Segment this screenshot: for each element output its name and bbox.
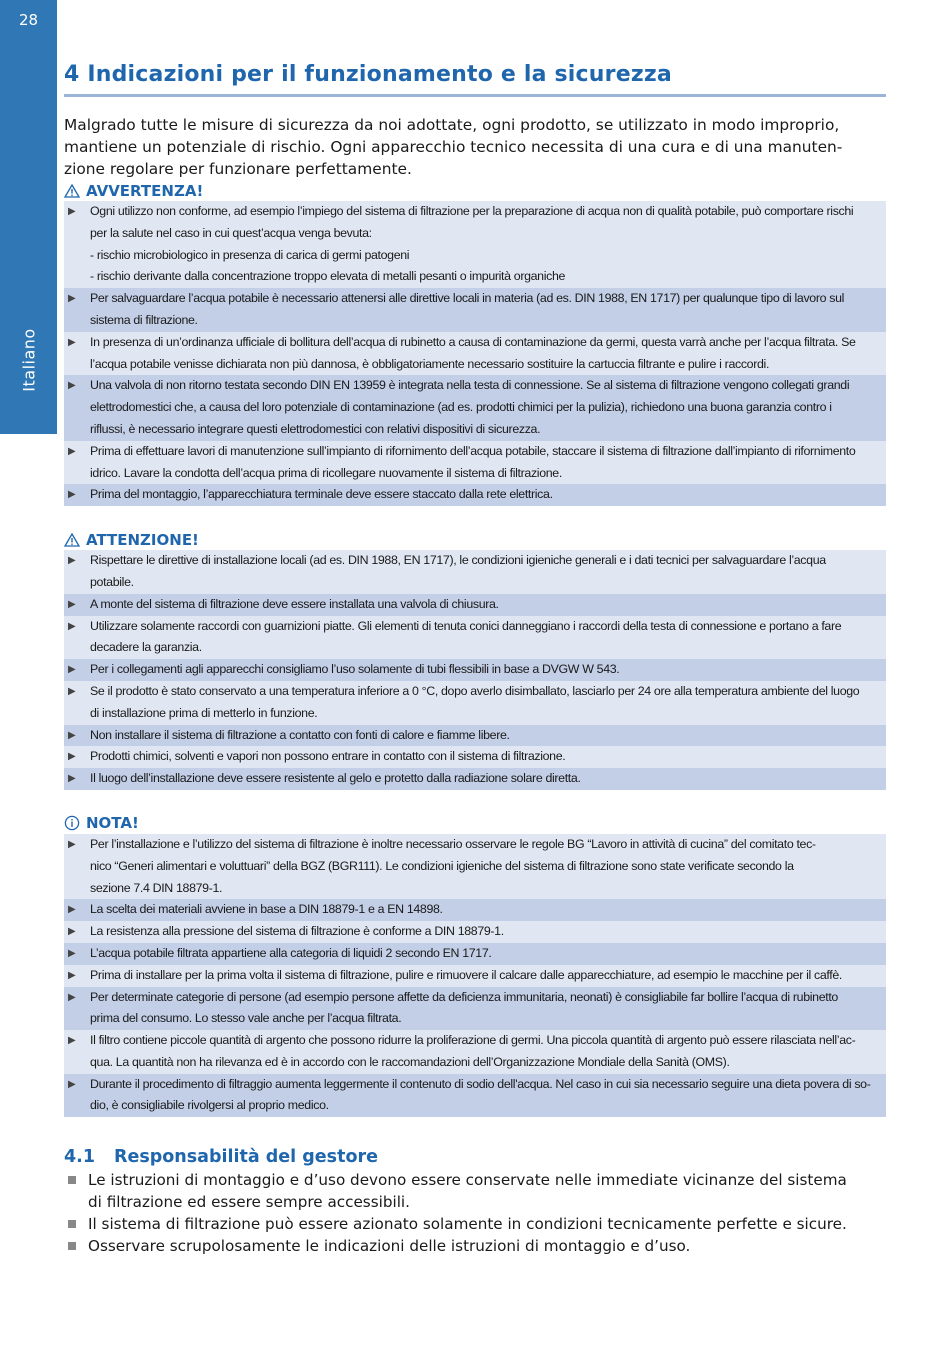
list-item <box>64 594 886 616</box>
note-label: NOTA! <box>86 814 139 833</box>
triangle-bullet-icon: ▶ <box>68 489 76 501</box>
list-item-text: La scelta dei materiali avviene in base a DIN 18879-1 e a EN 14898. <box>90 902 443 917</box>
intro-text: Malgrado tutte le misure di sicurezza da noi adottate, ogni prodotto, se utilizzato in modo improprio, mantiene un potenziale di rischio. Ogni apparecchio tecnico necessita di una cura e di una manuten- zione regolare per funzionare perfettamente. <box>64 116 843 178</box>
triangle-bullet-icon: ▶ <box>68 206 76 217</box>
list-item <box>64 834 886 899</box>
triangle-bullet-icon: ▶ <box>68 293 76 305</box>
square-bullet-icon <box>64 1169 88 1213</box>
note-list <box>64 834 886 1117</box>
info-icon <box>64 815 80 831</box>
list-item-text: Per salvaguardare l’acqua potabile è necessario attenersi alle direttive locali in materia (ad es. DIN 1988, EN 1717) per qualunque tipo di lavoro sul sistema di filtrazione. <box>90 291 845 327</box>
section-number: 4.1 <box>64 1147 96 1168</box>
list-item <box>64 288 886 332</box>
triangle-bullet-icon: ▶ <box>68 969 76 981</box>
list-item-text: Durante il procedimento di filtraggio aumenta leggermente il contenuto di sodio dell'acqua. Nel caso in cui sia necessario seguire una dieta povera di so- dio, è consigliabile rivolgersi al proprio medico. <box>90 1076 871 1113</box>
section-heading <box>64 1145 886 1169</box>
list-item-text: Rispettare le direttive di installazione locali (ad es. DIN 1988, EN 1717), le condizioni igieniche generali e i dati tecnici per salvaguardare l’acqua potabile. <box>90 553 826 589</box>
list-item <box>64 965 886 987</box>
triangle-bullet-icon: ▶ <box>68 1035 76 1047</box>
triangle-bullet-icon: ▶ <box>68 991 76 1003</box>
list-item <box>64 681 886 725</box>
triangle-bullet-icon: ▶ <box>68 620 76 632</box>
note-heading <box>64 813 886 834</box>
triangle-bullet-icon: ▶ <box>68 838 76 850</box>
list-item <box>64 659 886 681</box>
list-item <box>64 899 886 921</box>
list-item-text: Prodotti chimici, solventi e vapori non possono entrare in contatto con il sistema di filtrazione. <box>90 749 566 764</box>
list-item-text: Per l’installazione e l’utilizzo del sistema di filtrazione è inoltre necessario osservare le regole BG “Lavoro in attività di cucina” del comitato tec- nico “Generi alimentari e voluttuari” della BGZ (BGR111). Le condizioni igieniche del sistema di filtrazione sono state verificate secondo la sezione 7.4 DIN 18879-1. <box>90 836 816 895</box>
list-item-text: Prima del montaggio, l’apparecchiatura terminale deve essere staccato dalla rete elettrica. <box>90 487 553 502</box>
warning-list <box>64 201 886 506</box>
triangle-bullet-icon: ▶ <box>68 445 76 457</box>
list-item-text: Non installare il sistema di filtrazione a contatto con fonti di calore e fiamme libere. <box>90 727 510 742</box>
triangle-bullet-icon: ▶ <box>68 380 76 392</box>
section-title: Responsabilità del gestore <box>114 1147 378 1168</box>
triangle-bullet-icon: ▶ <box>68 685 76 697</box>
warning-triangle-icon <box>64 184 80 198</box>
list-item-text: Una valvola di non ritorno testata secondo DIN EN 13959 è integrata nella testa di connessione. Se al sistema di filtrazione vengono collegati grandi elettrodomestici che, a causa del loro potenziale di contaminazione (ad es. prodotti chimici per la pulizia), richiedono una buona garanzia contro i riflussi, è necessario integrare questi elettrodomestici con relativi dispositivi di sicurezza. <box>90 378 850 436</box>
language-tab <box>0 300 57 420</box>
list-item-text: Il sistema di filtrazione può essere azionato solamente in condizioni tecnicamente perfette e sicure. <box>88 1215 847 1234</box>
intro-paragraph <box>64 114 886 180</box>
list-item-text: Il filtro contiene piccole quantità di argento che possono ridurre la proliferazione di germi. Una piccola quantità di argento può essere rilasciata nell’ac- qua. La quantità non ha rilevanza ed è in accordo con le raccomandazioni dell’Organizzazione Mondiale della Sanità (OMS). <box>90 1033 856 1069</box>
triangle-bullet-icon: ▶ <box>68 555 76 567</box>
list-item-text: Per i collegamenti agli apparecchi consigliamo l’uso solamente di tubi flessibili in base a DVGW W 543. <box>90 662 620 677</box>
square-bullet-icon <box>64 1235 88 1257</box>
list-item <box>64 768 886 790</box>
page-content <box>64 60 886 1257</box>
list-item-text: Le istruzioni di montaggio e d’uso devono essere conservate nelle immediate vicinanze del sistema di filtrazione ed essere sempre accessibili. <box>88 1171 847 1212</box>
triangle-bullet-icon: ▶ <box>68 664 76 676</box>
list-item <box>64 201 886 288</box>
list-item <box>64 550 886 594</box>
list-item-text: Prima di installare per la prima volta il sistema di filtrazione, pulire e rimuovere il calcare dalle apparecchiature, ad esempio le macchine per il caffè. <box>90 967 842 982</box>
caution-heading <box>64 529 886 550</box>
list-item-text: La resistenza alla pressione del sistema di filtrazione è conforme a DIN 18879-1. <box>90 924 504 939</box>
page-number: 28 <box>0 0 57 40</box>
language-tab-label: Italiano <box>19 328 38 392</box>
list-item-text: Osservare scrupolosamente le indicazioni delle istruzioni di montaggio e d’uso. <box>88 1237 691 1256</box>
list-item <box>64 1213 886 1235</box>
triangle-bullet-icon: ▶ <box>68 926 76 938</box>
list-item <box>64 1169 886 1213</box>
list-item <box>64 921 886 943</box>
list-item-text: Se il prodotto è stato conservato a una temperatura inferiore a 0 °C, dopo averlo disimballato, lasciarlo per 24 ore alla temperatura ambiente del luogo di installazione prima di metterlo in funzione. <box>90 683 860 720</box>
list-item-text: Utilizzare solamente raccordi con guarnizioni piatte. Gli elementi di tenuta conici danneggiano i raccordi della testa di connessione e portano a fare decadere la garanzia. <box>90 618 842 655</box>
triangle-bullet-icon: ▶ <box>68 773 76 785</box>
warning-label: AVVERTENZA! <box>86 181 204 200</box>
list-item-text: Per determinate categorie di persone (ad esempio persone affette da deficienza immunitaria, neonati) è consigliabile far bollire l’acqua di rubinetto prima del consumo. Lo stesso vale anche per l’acqua filtrata. <box>90 989 838 1026</box>
list-item-text: Il luogo dell’installazione deve essere resistente al gelo e protetto dalla radiazione solare diretta. <box>90 771 581 786</box>
triangle-bullet-icon: ▶ <box>68 729 76 741</box>
list-item-text: Ogni utilizzo non conforme, ad esempio l’impiego del sistema di filtrazione per la preparazione di acqua non di qualità potabile, può comportare rischi per la salute nel caso in cui quest’acqua venga bevuta: - rischio microbiologico in presenza di carica di germi patogeni - rischio derivante dalla concentrazione troppo elevata di metalli pesanti o impurità organiche <box>90 204 854 284</box>
warning-triangle-icon <box>64 533 80 547</box>
caution-list <box>64 550 886 790</box>
list-item <box>64 616 886 660</box>
triangle-bullet-icon: ▶ <box>68 904 76 916</box>
list-item <box>64 725 886 747</box>
list-item <box>64 441 886 485</box>
list-item <box>64 746 886 768</box>
triangle-bullet-icon: ▶ <box>68 336 76 348</box>
list-item-text: In presenza di un’ordinanza ufficiale di bollitura dell’acqua di rubinetto a causa di contaminazione da germi, questa varrà anche per l’acqua filtrata. Se l’acqua potabile venisse dichiarata non più dannosa, è obbligatoriamente necessario sostituire la cartuccia filtrante e pulire i raccordi. <box>90 334 856 371</box>
list-item-text: Prima di effettuare lavori di manutenzione sull’impianto di rifornimento dell’acqua potabile, staccare il sistema di filtrazione dall’impianto di rifornimento idrico. Lavare la condotta dell’acqua prima di ricollegare nuovamente il sistema di filtrazione. <box>90 443 856 480</box>
list-item <box>64 375 886 440</box>
warning-heading <box>64 180 886 201</box>
list-item <box>64 332 886 376</box>
triangle-bullet-icon: ▶ <box>68 598 76 610</box>
responsibility-list <box>64 1169 886 1257</box>
square-bullet-icon <box>64 1213 88 1235</box>
list-item <box>64 1030 886 1074</box>
caution-label: ATTENZIONE! <box>86 530 199 549</box>
list-item-text: L’acqua potabile filtrata appartiene alla categoria di liquidi 2 secondo EN 1717. <box>90 945 492 960</box>
triangle-bullet-icon: ▶ <box>68 1078 76 1090</box>
list-item <box>64 1235 886 1257</box>
triangle-bullet-icon: ▶ <box>68 751 76 763</box>
list-item <box>64 484 886 506</box>
list-item <box>64 987 886 1031</box>
list-item-text: A monte del sistema di filtrazione deve essere installata una valvola di chiusura. <box>90 596 499 611</box>
triangle-bullet-icon: ▶ <box>68 947 76 959</box>
list-item <box>64 1074 886 1118</box>
list-item <box>64 943 886 965</box>
page-title: 4 Indicazioni per il funzionamento e la sicurezza <box>64 60 886 97</box>
